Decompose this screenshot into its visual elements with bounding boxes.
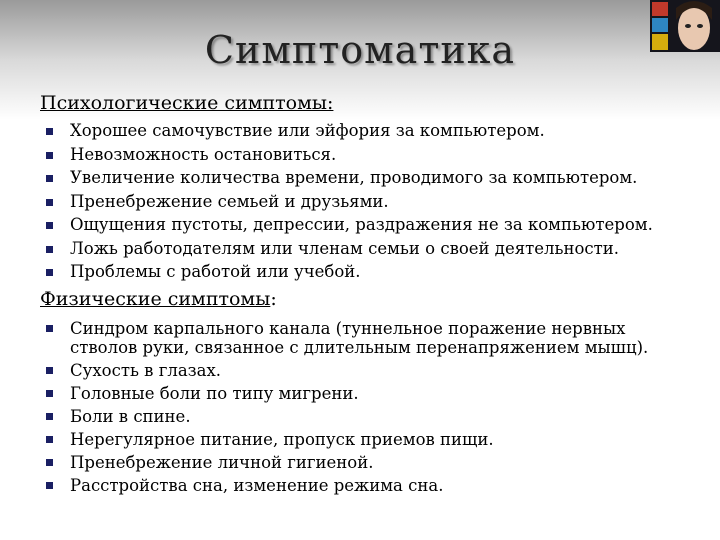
list-item: Синдром карпального канала (туннельное поражение нервных стволов руки, связанное с длительным перенапряжением мышц).	[44, 319, 684, 357]
bullet-icon	[46, 175, 53, 182]
physical-heading: Физические симптомы:	[40, 288, 277, 310]
list-item: Невозможность остановиться.	[44, 143, 684, 167]
corner-portrait-image	[650, 0, 720, 52]
bullet-icon	[46, 325, 53, 332]
psych-list	[44, 119, 684, 284]
list-item: Расстройства сна, изменение режима сна.	[44, 476, 684, 495]
psych-heading: Психологические симптомы:	[40, 92, 334, 114]
list-item: Ложь работодателям или членам семьи о своей деятельности.	[44, 237, 684, 261]
bullet-icon	[46, 269, 53, 276]
list-item: Увеличение количества времени, проводимого за компьютером.	[44, 166, 684, 190]
bullet-icon	[46, 436, 53, 443]
bullet-icon	[46, 128, 53, 135]
list-item: Хорошее самочувствие или эйфория за компьютером.	[44, 119, 684, 143]
bullet-icon	[46, 413, 53, 420]
list-item: Нерегулярное питание, пропуск приемов пищи.	[44, 430, 684, 449]
list-item: Боли в спине.	[44, 407, 684, 426]
bullet-icon	[46, 390, 53, 397]
physical-list	[44, 319, 684, 499]
bullet-icon	[46, 222, 53, 229]
portrait-icon	[650, 0, 720, 52]
bullet-icon	[46, 459, 53, 466]
bullet-icon	[46, 367, 53, 374]
list-item: Пренебрежение личной гигиеной.	[44, 453, 684, 472]
bullet-icon	[46, 199, 53, 206]
list-item: Ощущения пустоты, депрессии, раздражения не за компьютером.	[44, 213, 684, 237]
list-item: Головные боли по типу мигрени.	[44, 384, 684, 403]
slide-title: Симптоматика	[204, 28, 516, 72]
list-item: Сухость в глазах.	[44, 361, 684, 380]
bullet-icon	[46, 152, 53, 159]
bullet-icon	[46, 246, 53, 253]
list-item: Пренебрежение семьей и друзьями.	[44, 190, 684, 214]
list-item: Проблемы с работой или учебой.	[44, 260, 684, 284]
bullet-icon	[46, 482, 53, 489]
